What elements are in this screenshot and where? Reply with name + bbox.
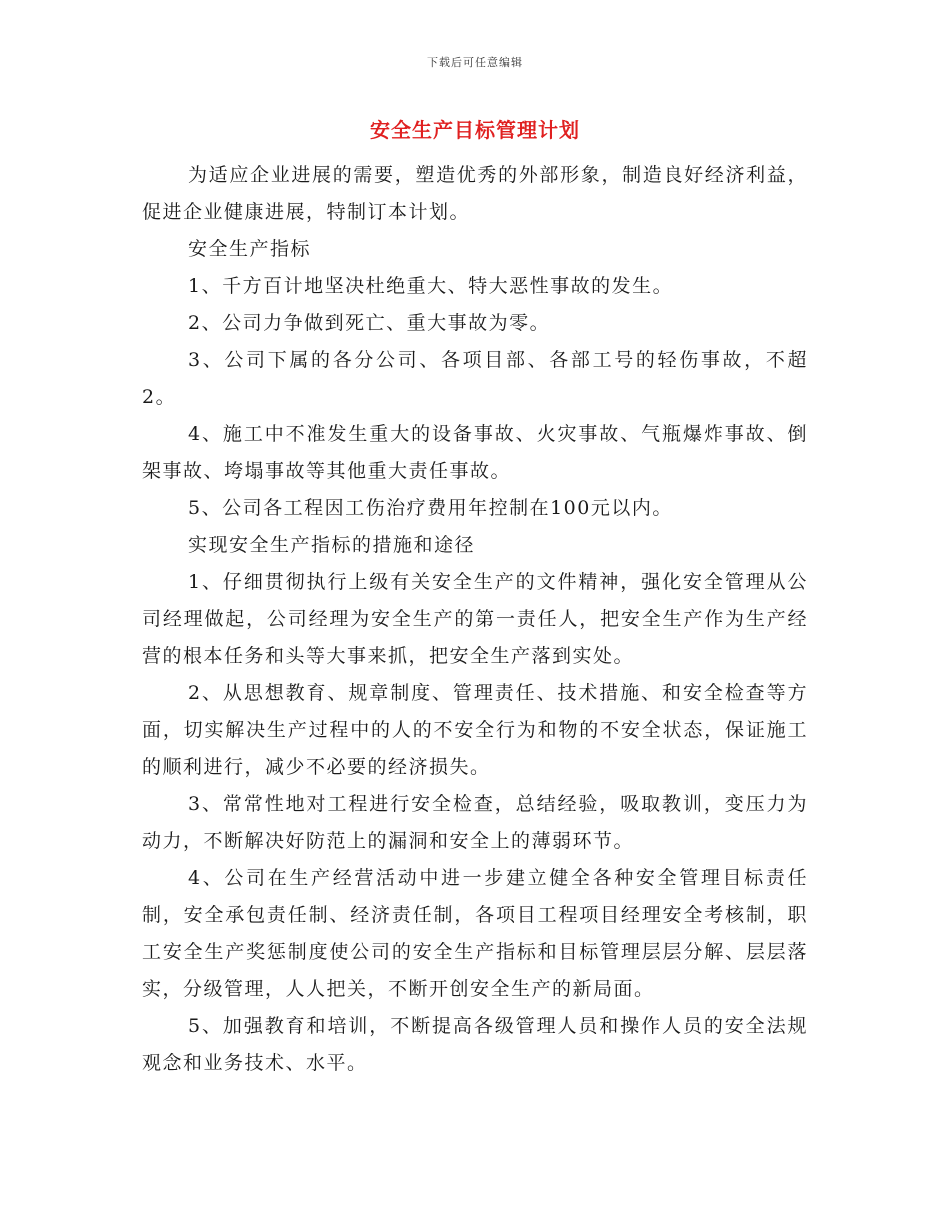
indicator-item-5: 5、公司各工程因工伤治疗费用年控制在100元以内。	[188, 497, 673, 519]
header-note: 下载后可任意编辑	[427, 56, 523, 69]
measure-item-2: 2、从思想教育、规章制度、管理责任、技术措施、和安全检查等方面，切实解决生产过程中的人的不安全行为和物的不安全状态，保证施工的顺利进行，减少不必要的经济损失。	[142, 682, 808, 778]
document-body	[142, 157, 808, 1082]
indicator-item-1: 1、千方百计地坚决杜绝重大、特大恶性事故的发生。	[188, 275, 674, 297]
section-heading-measures: 实现安全生产指标的措施和途径	[188, 534, 476, 556]
measure-item-1: 1、仔细贯彻执行上级有关安全生产的文件精神，强化安全管理从公司经理做起，公司经理为安全生产的第一责任人，把安全生产作为生产经营的根本任务和头等大事来抓，把安全生产落到实处。	[142, 571, 808, 667]
indicator-item-4: 4、施工中不准发生重大的设备事故、火灾事故、气瓶爆炸事故、倒架事故、垮塌事故等其他重大责任事故。	[142, 423, 808, 482]
measure-item-3: 3、常常性地对工程进行安全检查，总结经验，吸取教训，变压力为动力，不断解决好防范上的漏洞和安全上的薄弱环节。	[142, 793, 808, 852]
indicator-item-2: 2、公司力争做到死亡、重大事故为零。	[188, 312, 551, 334]
document-title: 安全生产目标管理计划	[370, 118, 580, 142]
section-heading-indicators: 安全生产指标	[188, 238, 312, 260]
measure-item-4: 4、公司在生产经营活动中进一步建立健全各种安全管理目标责任制，安全承包责任制、经济责任制，各项目工程项目经理安全考核制，职工安全生产奖惩制度使公司的安全生产指标和目标管理层层分解、层层落实，分级管理，人人把关，不断开创安全生产的新局面。	[142, 867, 808, 1000]
indicator-item-3: 3、公司下属的各分公司、各项目部、各部工号的轻伤事故，不超2。	[142, 349, 808, 408]
intro-paragraph: 为适应企业进展的需要，塑造优秀的外部形象，制造良好经济利益，促进企业健康进展，特制订本计划。	[142, 164, 808, 223]
measure-item-5: 5、加强教育和培训，不断提高各级管理人员和操作人员的安全法规观念和业务技术、水平。	[142, 1015, 808, 1074]
